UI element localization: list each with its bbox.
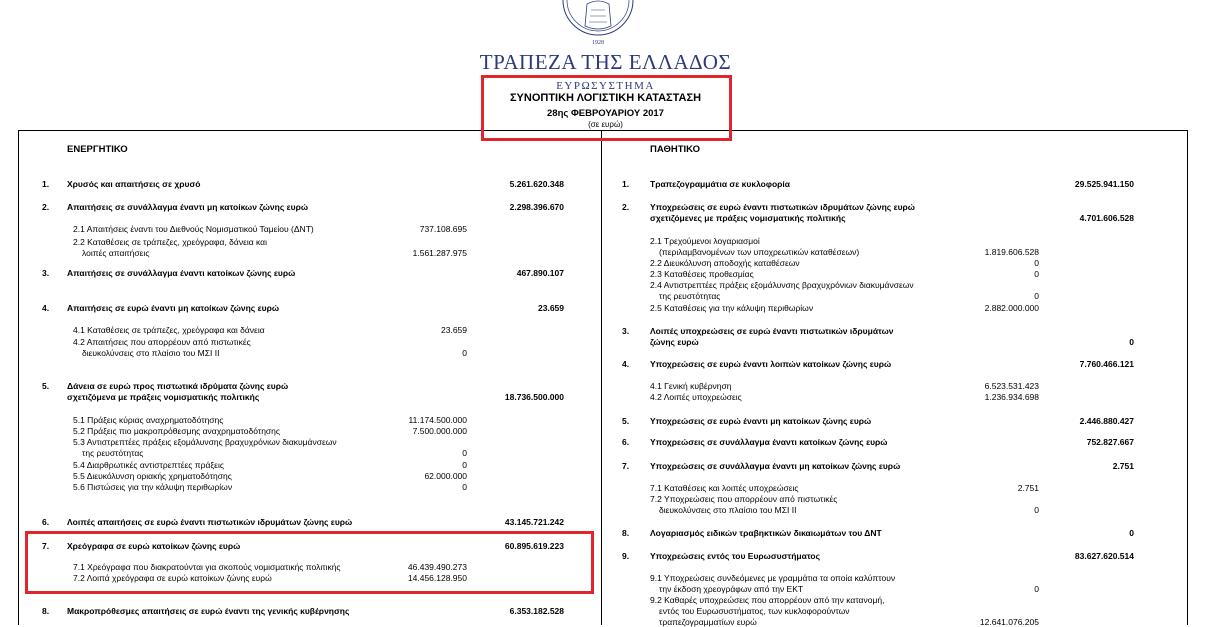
statement-unit: (σε ευρώ) [588,120,623,129]
liabilities-item-total: 7.760.466.121 [1079,359,1134,369]
assets-subitem-label-line2: της ρευστότητας [82,448,144,458]
liabilities-item-number: 6. [622,437,630,447]
liabilities-item-label: Υποχρεώσεις σε συνάλλαγμα έναντι κατοίκων ζώνης ευρώ [650,437,888,447]
title-highlight-box [481,75,732,141]
liabilities-item-label-line2: σχετιζόμενες με πράξεις νομισματικής πολιτικής [650,213,846,223]
liabilities-heading: ΠΑΘΗΤΙΚΟ [650,144,700,155]
assets-item-label: Απαιτήσεις σε συνάλλαγμα έναντι κατοίκων ζώνης ευρώ [67,268,296,278]
liabilities-item-label: Υποχρεώσεις εντός του Ευρωσυστήματος [650,551,820,561]
liabilities-subitem-label: 4.1 Γενική κυβέρνηση [650,381,732,391]
liabilities-item-label: Λογαριασμός ειδικών τραβηκτικών δικαιωμάτων του ΔΝΤ [650,528,882,538]
liabilities-subitem-label: 4.2 Λοιπές υποχρεώσεις [650,392,742,402]
liabilities-subitem-value: 6.523.531.423 [984,381,1039,391]
liabilities-item-label: Υποχρεώσεις σε ευρώ έναντι μη κατοίκων ζώνης ευρώ [650,416,872,426]
assets-subitem-value: 62.000.000 [424,471,467,481]
assets-subitem-label: 5.4 Διαρθρωτικές αντιστρεπτέες πράξεις [73,460,224,470]
assets-item-total: 467.890.107 [516,268,564,278]
assets-item-total: 60.895.619.223 [504,541,564,551]
assets-item-total: 18.736.500.000 [504,392,564,402]
item-7-highlight-box [25,531,594,594]
assets-item-label: Χρεόγραφα σε ευρώ κατοίκων ζώνης ευρώ [67,541,241,551]
assets-subitem-label: 5.6 Πιστώσεις για την κάλυψη περιθωρίων [73,482,233,492]
assets-subitem-label: 4.2 Απαιτήσεις που απορρέουν από πιστωτικές [73,337,251,347]
liabilities-item-number: 1. [622,179,630,189]
liabilities-item-label: Τραπεζογραμμάτια σε κυκλοφορία [650,179,790,189]
liabilities-subitem-label: 9.1 Υποχρεώσεις συνδεόμενες με γραμμάτια τα οποία καλύπτουν [650,573,896,583]
assets-subitem-value: 7.500.000.000 [412,426,467,436]
liabilities-item-number: 2. [622,202,630,212]
table-right-border [1187,130,1188,625]
liabilities-item-label: Υποχρεώσεις σε ευρώ έναντι πιστωτικών ιδρυμάτων ζώνης ευρώ [650,202,915,212]
liabilities-subitem-label-line2: διευκολύνσεις στο πλαίσιο του ΜΣΙ ΙΙ [659,505,797,515]
assets-item-number: 8. [42,606,50,616]
liabilities-item-total: 83.627.620.514 [1074,551,1134,561]
liabilities-subitem-label-line2: εντός του Ευρωσυστήματος, των κυκλοφορούντων [659,606,850,616]
eurosystem-label: ΕΥΡΩΣΥΣΤΗΜΑ [556,80,655,92]
liabilities-subitem-label: 2.5 Καταθέσεις για την κάλυψη περιθωρίων [650,303,814,313]
liabilities-subitem-label: 2.4 Αντιστρεπτέες πράξεις εξομάλυνσης βραχυχρόνιων διακυμάνσεων [650,280,914,290]
liabilities-item-total: 0 [1129,528,1134,538]
liabilities-subitem-value: 0 [1034,584,1039,594]
assets-item-label: Απαιτήσεις σε συνάλλαγμα έναντι μη κατοίκων ζώνης ευρώ [67,202,309,212]
liabilities-item-total: 752.827.667 [1086,437,1134,447]
bank-seal-logo [557,0,639,50]
liabilities-subitem-label: 9.2 Καθαρές υποχρεώσεις που απορρέουν από την κατανομή, [650,595,885,605]
assets-subitem-label: 5.2 Πράξεις πιο μακροπρόθεσμης αναχρηματοδότησης [73,426,280,436]
statement-title: ΣΥΝΟΠΤΙΚΗ ΛΟΓΙΣΤΙΚΗ ΚΑΤΑΣΤΑΣΗ [509,92,702,104]
liabilities-item-total: 0 [1129,337,1134,347]
liabilities-subitem-label-line2: της ρευστότητας [659,291,721,301]
liabilities-item-total: 4.701.606.528 [1079,213,1134,223]
assets-subitem-value: 46.439.490.273 [407,562,467,572]
liabilities-item-number: 4. [622,359,630,369]
assets-item-number: 6. [42,517,50,527]
assets-subitem-label: 7.1 Χρεόγραφα που διακρατούνται για σκοπούς νομισματικής πολιτικής [73,562,341,572]
liabilities-subitem-label: 2.1 Τρεχούμενοι λογαριασμοί [650,236,760,246]
table-center-divider [601,130,602,625]
liabilities-subitem-label: 2.2 Διευκόλυνση αποδοχής καταθέσεων [650,258,800,268]
statement-date: 28ης ΦΕΒΡΟΥΑΡΙΟΥ 2017 [547,108,664,119]
liabilities-subitem-value: 0 [1034,505,1039,515]
liabilities-item-label: Υποχρεώσεις σε ευρώ έναντι λοιπών κατοίκων ζώνης ευρώ [650,359,892,369]
liabilities-item-label: Λοιπές υποχρεώσεις σε ευρώ έναντι πιστωτικών ιδρυμάτων [650,326,894,336]
liabilities-subitem-value: 1.819.606.528 [984,247,1039,257]
liabilities-item-number: 3. [622,326,630,336]
assets-subitem-value: 737.108.695 [419,224,467,234]
assets-item-total: 2.298.396.670 [509,202,564,212]
assets-subitem-label: 2.2 Καταθέσεις σε τράπεζες, χρεόγραφα, δάνεια και [73,237,267,247]
assets-subitem-value: 0 [462,460,467,470]
liabilities-item-label-line2: ζώνης ευρώ [650,337,699,347]
liabilities-subitem-value: 0 [1034,258,1039,268]
assets-item-total: 6.353.182.528 [509,606,564,616]
assets-subitem-label-line2: λοιπές απαιτήσεις [82,248,150,258]
assets-subitem-value: 1.561.287.975 [412,248,467,258]
assets-item-label-line2: σχετιζόμενα με πράξεις νομισματικής πολιτικής [67,392,260,402]
liabilities-item-label: Υποχρεώσεις σε συνάλλαγμα έναντι μη κατοίκων ζώνης ευρώ [650,461,901,471]
assets-item-total: 5.261.620.348 [509,179,564,189]
liabilities-subitem-value: 2.882.000.000 [984,303,1039,313]
assets-heading: ΕΝΕΡΓΗΤΙΚΟ [67,144,128,155]
assets-item-number: 1. [42,179,50,189]
assets-item-number: 5. [42,381,50,391]
assets-subitem-value: 0 [462,482,467,492]
assets-subitem-label: 2.1 Απαιτήσεις έναντι του Διεθνούς Νομισματικού Ταμείου (ΔΝΤ) [73,224,314,234]
liabilities-subitem-label-line2: (περιλαμβανομένων των υποχρεωτικών καταθέσεων) [659,247,860,257]
liabilities-subitem-label: 7.2 Υποχρεώσεις που απορρέουν από πιστωτικές [650,494,838,504]
liabilities-item-number: 9. [622,551,630,561]
liabilities-subitem-value: 1.236.934.698 [984,392,1039,402]
liabilities-item-number: 7. [622,461,630,471]
liabilities-subitem-label: 7.1 Καταθέσεις και λοιπές υποχρεώσεις [650,483,799,493]
liabilities-subitem-value: 0 [1034,269,1039,279]
assets-subitem-label: 5.5 Διευκόλυνση οριακής χρηματοδότησης [73,471,232,481]
bank-name: ΤΡΑΠΕΖΑ ΤΗΣ ΕΛΛΑΔΟΣ [479,50,732,74]
assets-subitem-label: 5.1 Πράξεις κύριας αναχρηματοδότησης [73,415,224,425]
assets-item-number: 3. [42,268,50,278]
seal-year: 1928 [592,40,604,46]
assets-item-label: Λοιπές απαιτήσεις σε ευρώ έναντι πιστωτικών ιδρυμάτων ζώνης ευρώ [67,517,353,527]
assets-subitem-label: 5.3 Αντιστρεπτέες πράξεις εξομάλυνσης βραχυχρόνιων διακυμάνσεων [73,437,337,447]
liabilities-subitem-value: 0 [1034,291,1039,301]
assets-subitem-value: 11.174.500.000 [408,415,467,425]
liabilities-item-total: 2.446.880.427 [1079,416,1134,426]
assets-subitem-label: 4.1 Καταθέσεις σε τράπεζες, χρεόγραφα και δάνεια [73,325,265,335]
liabilities-item-total: 29.525.941.150 [1074,179,1134,189]
liabilities-subitem-label-line3: τραπεζογραμματίων ευρώ [659,617,757,627]
liabilities-item-number: 5. [622,416,630,426]
assets-subitem-value: 14.456.128.950 [407,573,467,583]
liabilities-subitem-label: 2.3 Καταθέσεις προθεσμίας [650,269,754,279]
liabilities-subitem-label-line2: την έκδοση χρεογράφων από την ΕΚΤ [659,584,804,594]
liabilities-item-total: 2.751 [1112,461,1134,471]
assets-item-total: 23.659 [538,303,564,313]
assets-item-number: 4. [42,303,50,313]
assets-item-number: 2. [42,202,50,212]
assets-subitem-value: 0 [462,348,467,358]
assets-item-label: Χρυσός και απαιτήσεις σε χρυσό [67,179,201,189]
assets-item-label: Μακροπρόθεσμες απαιτήσεις σε ευρώ έναντι της γενικής κυβέρνησης [67,606,350,616]
liabilities-item-number: 8. [622,528,630,538]
assets-subitem-value: 0 [462,448,467,458]
assets-item-number: 7. [42,541,50,551]
assets-subitem-label: 7.2 Λοιπά χρεόγραφα σε ευρώ κατοίκων ζώνης ευρώ [73,573,272,583]
assets-item-label: Απαιτήσεις σε ευρώ έναντι μη κατοίκων ζώνης ευρώ [67,303,280,313]
liabilities-subitem-value: 12.641.076.205 [979,617,1039,627]
table-left-border [18,130,19,625]
assets-item-total: 43.145.721.242 [504,517,564,527]
assets-item-label: Δάνεια σε ευρώ προς πιστωτικά ιδρύματα ζώνης ευρώ [67,381,289,391]
assets-subitem-value: 23.659 [441,325,467,335]
assets-subitem-label-line2: διευκολύνσεις στο πλαίσιο του ΜΣΙ ΙΙ [82,348,220,358]
liabilities-subitem-value: 2.751 [1017,483,1039,493]
